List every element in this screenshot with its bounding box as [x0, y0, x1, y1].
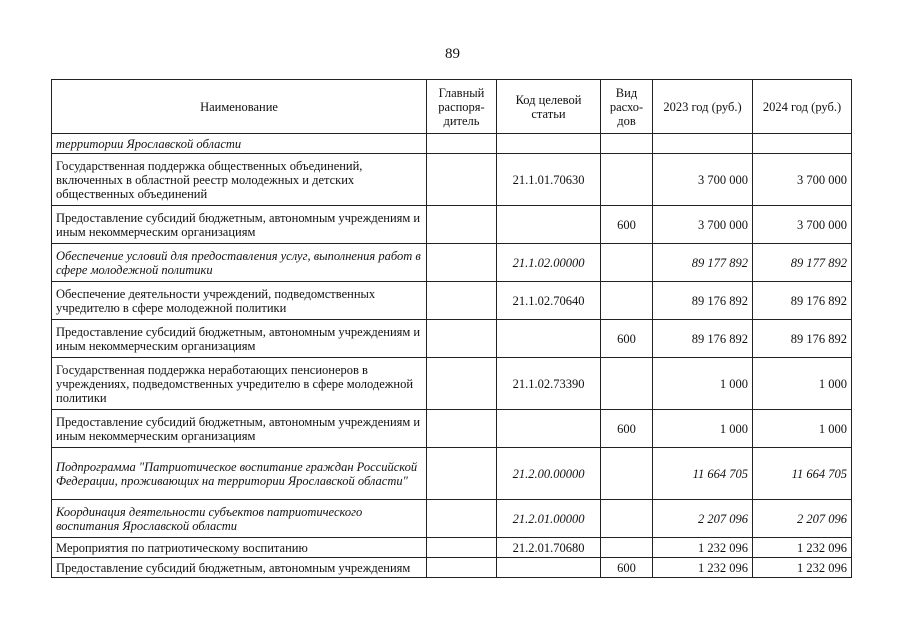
header-chief-manager: Главный распоря-дитель [427, 80, 497, 134]
cell-expense-type [601, 538, 653, 558]
cell-amount-2024: 11 664 705 [753, 448, 852, 500]
cell-chief-manager [427, 538, 497, 558]
cell-target-code: 21.2.01.70680 [497, 538, 601, 558]
table-row [52, 500, 852, 538]
cell-name: Предоставление субсидий бюджетным, автономным учреждениям и иным некоммерческим организациям [52, 320, 427, 358]
cell-name: Мероприятия по патриотическому воспитанию [52, 538, 427, 558]
cell-chief-manager [427, 500, 497, 538]
cell-amount-2024: 1 232 096 [753, 558, 852, 578]
cell-chief-manager [427, 134, 497, 154]
table-row [52, 410, 852, 448]
cell-amount-2023 [653, 134, 753, 154]
cell-amount-2024: 1 232 096 [753, 538, 852, 558]
cell-chief-manager [427, 154, 497, 206]
cell-amount-2024: 89 176 892 [753, 282, 852, 320]
table-row [52, 282, 852, 320]
cell-amount-2024: 1 000 [753, 410, 852, 448]
cell-name: Государственная поддержка общественных объединений, включенных в областной реестр молодежных и детских общественных объединений [52, 154, 427, 206]
cell-expense-type: 600 [601, 558, 653, 578]
cell-amount-2024: 2 207 096 [753, 500, 852, 538]
cell-amount-2024: 3 700 000 [753, 206, 852, 244]
cell-chief-manager [427, 358, 497, 410]
table-body [52, 134, 852, 578]
budget-table [51, 79, 852, 578]
cell-target-code [497, 558, 601, 578]
cell-amount-2023: 2 207 096 [653, 500, 753, 538]
cell-expense-type [601, 358, 653, 410]
cell-expense-type [601, 244, 653, 282]
cell-target-code [497, 410, 601, 448]
cell-name: Обеспечение условий для предоставления услуг, выполнения работ в сфере молодежной политики [52, 244, 427, 282]
cell-target-code: 21.2.01.00000 [497, 500, 601, 538]
header-target-code: Код целевой статьи [497, 80, 601, 134]
cell-chief-manager [427, 206, 497, 244]
header-name: Наименование [52, 80, 427, 134]
table-row [52, 538, 852, 558]
header-expense-type: Вид расхо-дов [601, 80, 653, 134]
cell-chief-manager [427, 448, 497, 500]
cell-amount-2024: 89 177 892 [753, 244, 852, 282]
page-number: 89 [445, 46, 460, 62]
cell-target-code: 21.1.02.73390 [497, 358, 601, 410]
table-row [52, 206, 852, 244]
cell-target-code [497, 134, 601, 154]
cell-chief-manager [427, 410, 497, 448]
cell-chief-manager [427, 558, 497, 578]
cell-amount-2023: 1 000 [653, 410, 753, 448]
cell-amount-2024: 89 176 892 [753, 320, 852, 358]
cell-chief-manager [427, 244, 497, 282]
cell-target-code [497, 320, 601, 358]
cell-target-code: 21.2.00.00000 [497, 448, 601, 500]
cell-name: Координация деятельности субъектов патриотического воспитания Ярославской области [52, 500, 427, 538]
cell-chief-manager [427, 282, 497, 320]
cell-amount-2023: 89 177 892 [653, 244, 753, 282]
cell-amount-2023: 3 700 000 [653, 206, 753, 244]
cell-chief-manager [427, 320, 497, 358]
cell-expense-type [601, 500, 653, 538]
header-year-2023: 2023 год (руб.) [653, 80, 753, 134]
cell-amount-2023: 89 176 892 [653, 320, 753, 358]
cell-amount-2023: 3 700 000 [653, 154, 753, 206]
cell-expense-type: 600 [601, 206, 653, 244]
cell-target-code: 21.1.02.00000 [497, 244, 601, 282]
cell-name: Государственная поддержка неработающих пенсионеров в учреждениях, подведомственных учредителю в сфере молодежной политики [52, 358, 427, 410]
cell-expense-type: 600 [601, 410, 653, 448]
cell-name: Предоставление субсидий бюджетным, автономным учреждениям [52, 558, 427, 578]
cell-expense-type [601, 154, 653, 206]
cell-name: территории Ярославской области [52, 134, 427, 154]
cell-amount-2023: 1 232 096 [653, 538, 753, 558]
cell-expense-type [601, 448, 653, 500]
cell-expense-type: 600 [601, 320, 653, 358]
cell-expense-type [601, 282, 653, 320]
cell-target-code: 21.1.01.70630 [497, 154, 601, 206]
cell-amount-2023: 11 664 705 [653, 448, 753, 500]
table-row [52, 558, 852, 578]
cell-amount-2023: 1 000 [653, 358, 753, 410]
cell-name: Обеспечение деятельности учреждений, подведомственных учредителю в сфере молодежной политики [52, 282, 427, 320]
table-row [52, 134, 852, 154]
cell-amount-2024: 1 000 [753, 358, 852, 410]
cell-name: Предоставление субсидий бюджетным, автономным учреждениям и иным некоммерческим организациям [52, 206, 427, 244]
cell-amount-2023: 1 232 096 [653, 558, 753, 578]
table-row [52, 320, 852, 358]
table-row [52, 244, 852, 282]
header-year-2024: 2024 год (руб.) [753, 80, 852, 134]
cell-amount-2023: 89 176 892 [653, 282, 753, 320]
cell-target-code [497, 206, 601, 244]
table-header-row [52, 80, 852, 134]
cell-name: Подпрограмма "Патриотическое воспитание граждан Российской Федерации, проживающих на территории Ярославской области" [52, 448, 427, 500]
cell-amount-2024 [753, 134, 852, 154]
table-row [52, 154, 852, 206]
cell-amount-2024: 3 700 000 [753, 154, 852, 206]
table-row [52, 448, 852, 500]
cell-name: Предоставление субсидий бюджетным, автономным учреждениям и иным некоммерческим организациям [52, 410, 427, 448]
table-row [52, 358, 852, 410]
cell-expense-type [601, 134, 653, 154]
cell-target-code: 21.1.02.70640 [497, 282, 601, 320]
